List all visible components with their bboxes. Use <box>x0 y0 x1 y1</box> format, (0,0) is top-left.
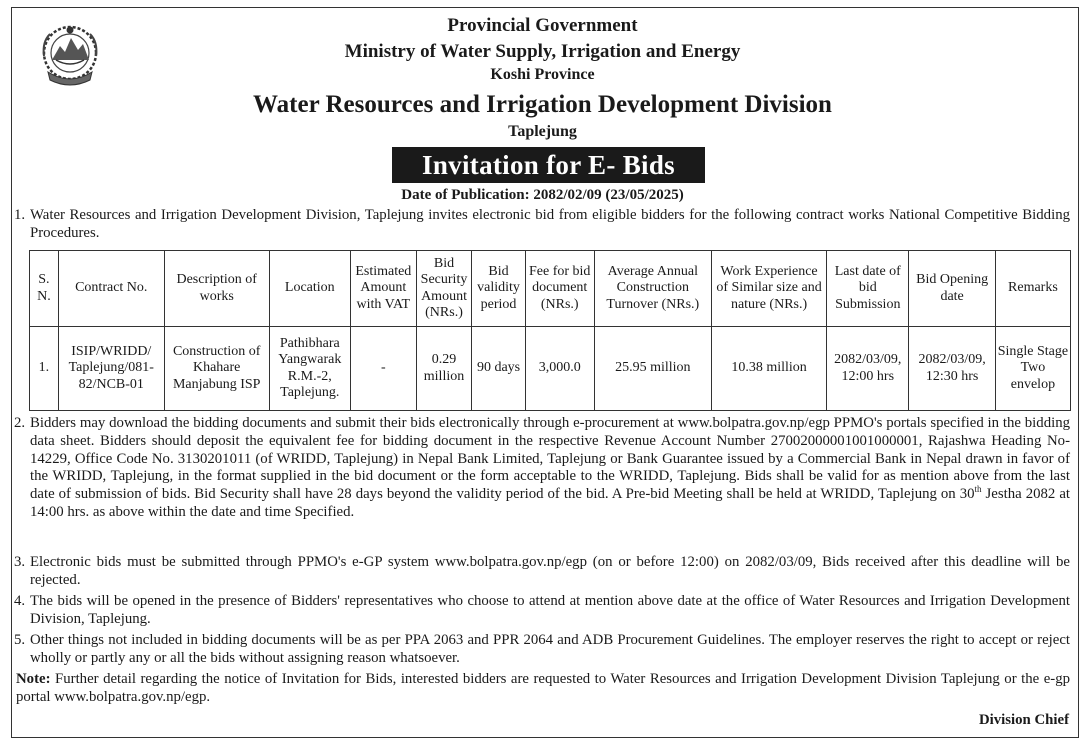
header-provincial-government: Provincial Government <box>447 15 638 36</box>
header-last-date: Last date of bid Submission <box>827 251 909 327</box>
paragraph-2 <box>14 415 1070 522</box>
table-header-row <box>30 251 1071 327</box>
header-opening-date: Bid Opening date <box>909 251 995 327</box>
paragraph-number: 2. <box>14 415 26 431</box>
signature-division-chief: Division Chief <box>978 712 1069 728</box>
cell-bid-validity: 90 days <box>472 327 525 411</box>
header-contract-no: Contract No. <box>58 251 164 327</box>
paragraph-number: 5. <box>14 632 26 648</box>
paragraph-1 <box>14 207 1070 243</box>
header-estimated-amount: Estimated Amount with VAT <box>350 251 416 327</box>
paragraph-4 <box>14 593 1070 629</box>
header-work-experience: Work Experience of Similar size and nature (NRs.) <box>711 251 826 327</box>
cell-description: Construction of Khahare Manjabung ISP <box>164 327 269 411</box>
header-remarks: Remarks <box>995 251 1070 327</box>
header-bid-validity: Bid validity period <box>472 251 525 327</box>
superscript-th: th <box>974 484 982 495</box>
cell-estimated-amount: - <box>350 327 416 411</box>
header-location: Location <box>269 251 350 327</box>
cell-remarks: Single Stage Two envelop <box>995 327 1070 411</box>
paragraph-text-continued: Jestha 2082 at 14:00 hrs. as above within the date and time Specified. <box>30 486 1070 520</box>
paragraph-text: Other things not included in bidding documents will be as per PPA 2063 and PPR 2064 and ADB Procurement Guidelines. The employer reserves the right to accept or reject wholly or partly any or all the bids without assigning reason whatsoever. <box>30 632 1070 666</box>
table-row <box>30 327 1071 411</box>
cell-bid-security: 0.29 million <box>416 327 472 411</box>
publication-date: Date of Publication: 2082/02/09 (23/05/2025) <box>401 187 684 203</box>
paragraph-text: Bidders may download the bidding documents and submit their bids electronically through e-procurement at www.bolpatra.gov.np/egp PPMO's portals specified in the bidding data sheet. Bidders should deposit the equivalent fee for bidding document in the respective Revenue Account Number 27002000001001000001, Rajashwa Heading No- 14229, Office Code No. 3130201011 (of WRIDD, Taplejung) in Nepal Bank Limited, Taplejung or Bank Guarantee issued by a Commercial Bank in Nepal drawn in favor of the WRIDD, Taplejung, in the format supplied in the bid document or the form acceptable to the WRIDD, Taplejung. Bids shall be valid for as mention above from the last date of submission of bids. Bid Security shall have 28 days beyond the validity period of the bid. A Pre-bid Meeting shall be held at WRIDD, Taplejung on 30 <box>30 415 1070 503</box>
cell-last-date: 2082/03/09, 12:00 hrs <box>827 327 909 411</box>
notice-title: Invitation for E- Bids <box>392 147 705 183</box>
header-description: Description of works <box>164 251 269 327</box>
paragraph-number: 3. <box>14 554 26 570</box>
paragraph-text: Electronic bids must be submitted through PPMO's e-GP system www.bolpatra.gov.np/egp (on or before 12:00) on 2082/03/09, Bids received after this deadline will be rejected. <box>30 554 1070 588</box>
note-paragraph <box>16 671 1070 707</box>
paragraph-text: The bids will be opened in the presence of Bidders' representatives who choose to attend at mention above date at the office of Water Resources and Irrigation Development Division, Taplejung. <box>30 593 1070 627</box>
header-fee: Fee for bid document (NRs.) <box>525 251 594 327</box>
header-turnover: Average Annual Construction Turnover (NRs.) <box>594 251 711 327</box>
cell-work-experience: 10.38 million <box>711 327 826 411</box>
header-sn: S. N. <box>30 251 59 327</box>
cell-location: Pathibhara Yangwarak R.M.-2, Taplejung. <box>269 327 350 411</box>
cell-turnover: 25.95 million <box>594 327 711 411</box>
cell-opening-date: 2082/03/09, 12:30 hrs <box>909 327 995 411</box>
paragraph-number: 1. <box>14 207 26 223</box>
bids-table <box>29 250 1071 411</box>
note-text: Further detail regarding the notice of Invitation for Bids, interested bidders are requested to Water Resources and Irrigation Development Division Taplejung or the e-gp portal www.bolpatra.gov.np/egp. <box>16 671 1070 705</box>
header-district: Taplejung <box>508 123 577 140</box>
note-label: Note: <box>16 671 51 687</box>
paragraph-number: 4. <box>14 593 26 609</box>
paragraph-3 <box>14 554 1070 590</box>
header-bid-security: Bid Security Amount (NRs.) <box>416 251 472 327</box>
header-division: Water Resources and Irrigation Development Division <box>253 91 832 118</box>
cell-sn: 1. <box>30 327 59 411</box>
cell-contract-no: ISIP/WRIDD/ Taplejung/081-82/NCB-01 <box>58 327 164 411</box>
header-ministry: Ministry of Water Supply, Irrigation and Energy <box>344 41 741 62</box>
cell-fee: 3,000.0 <box>525 327 594 411</box>
paragraph-text: Water Resources and Irrigation Development Division, Taplejung invites electronic bid from eligible bidders for the following contract works National Competitive Bidding Procedures. <box>30 207 1070 241</box>
header-province: Koshi Province <box>490 66 595 83</box>
paragraph-5 <box>14 632 1070 668</box>
